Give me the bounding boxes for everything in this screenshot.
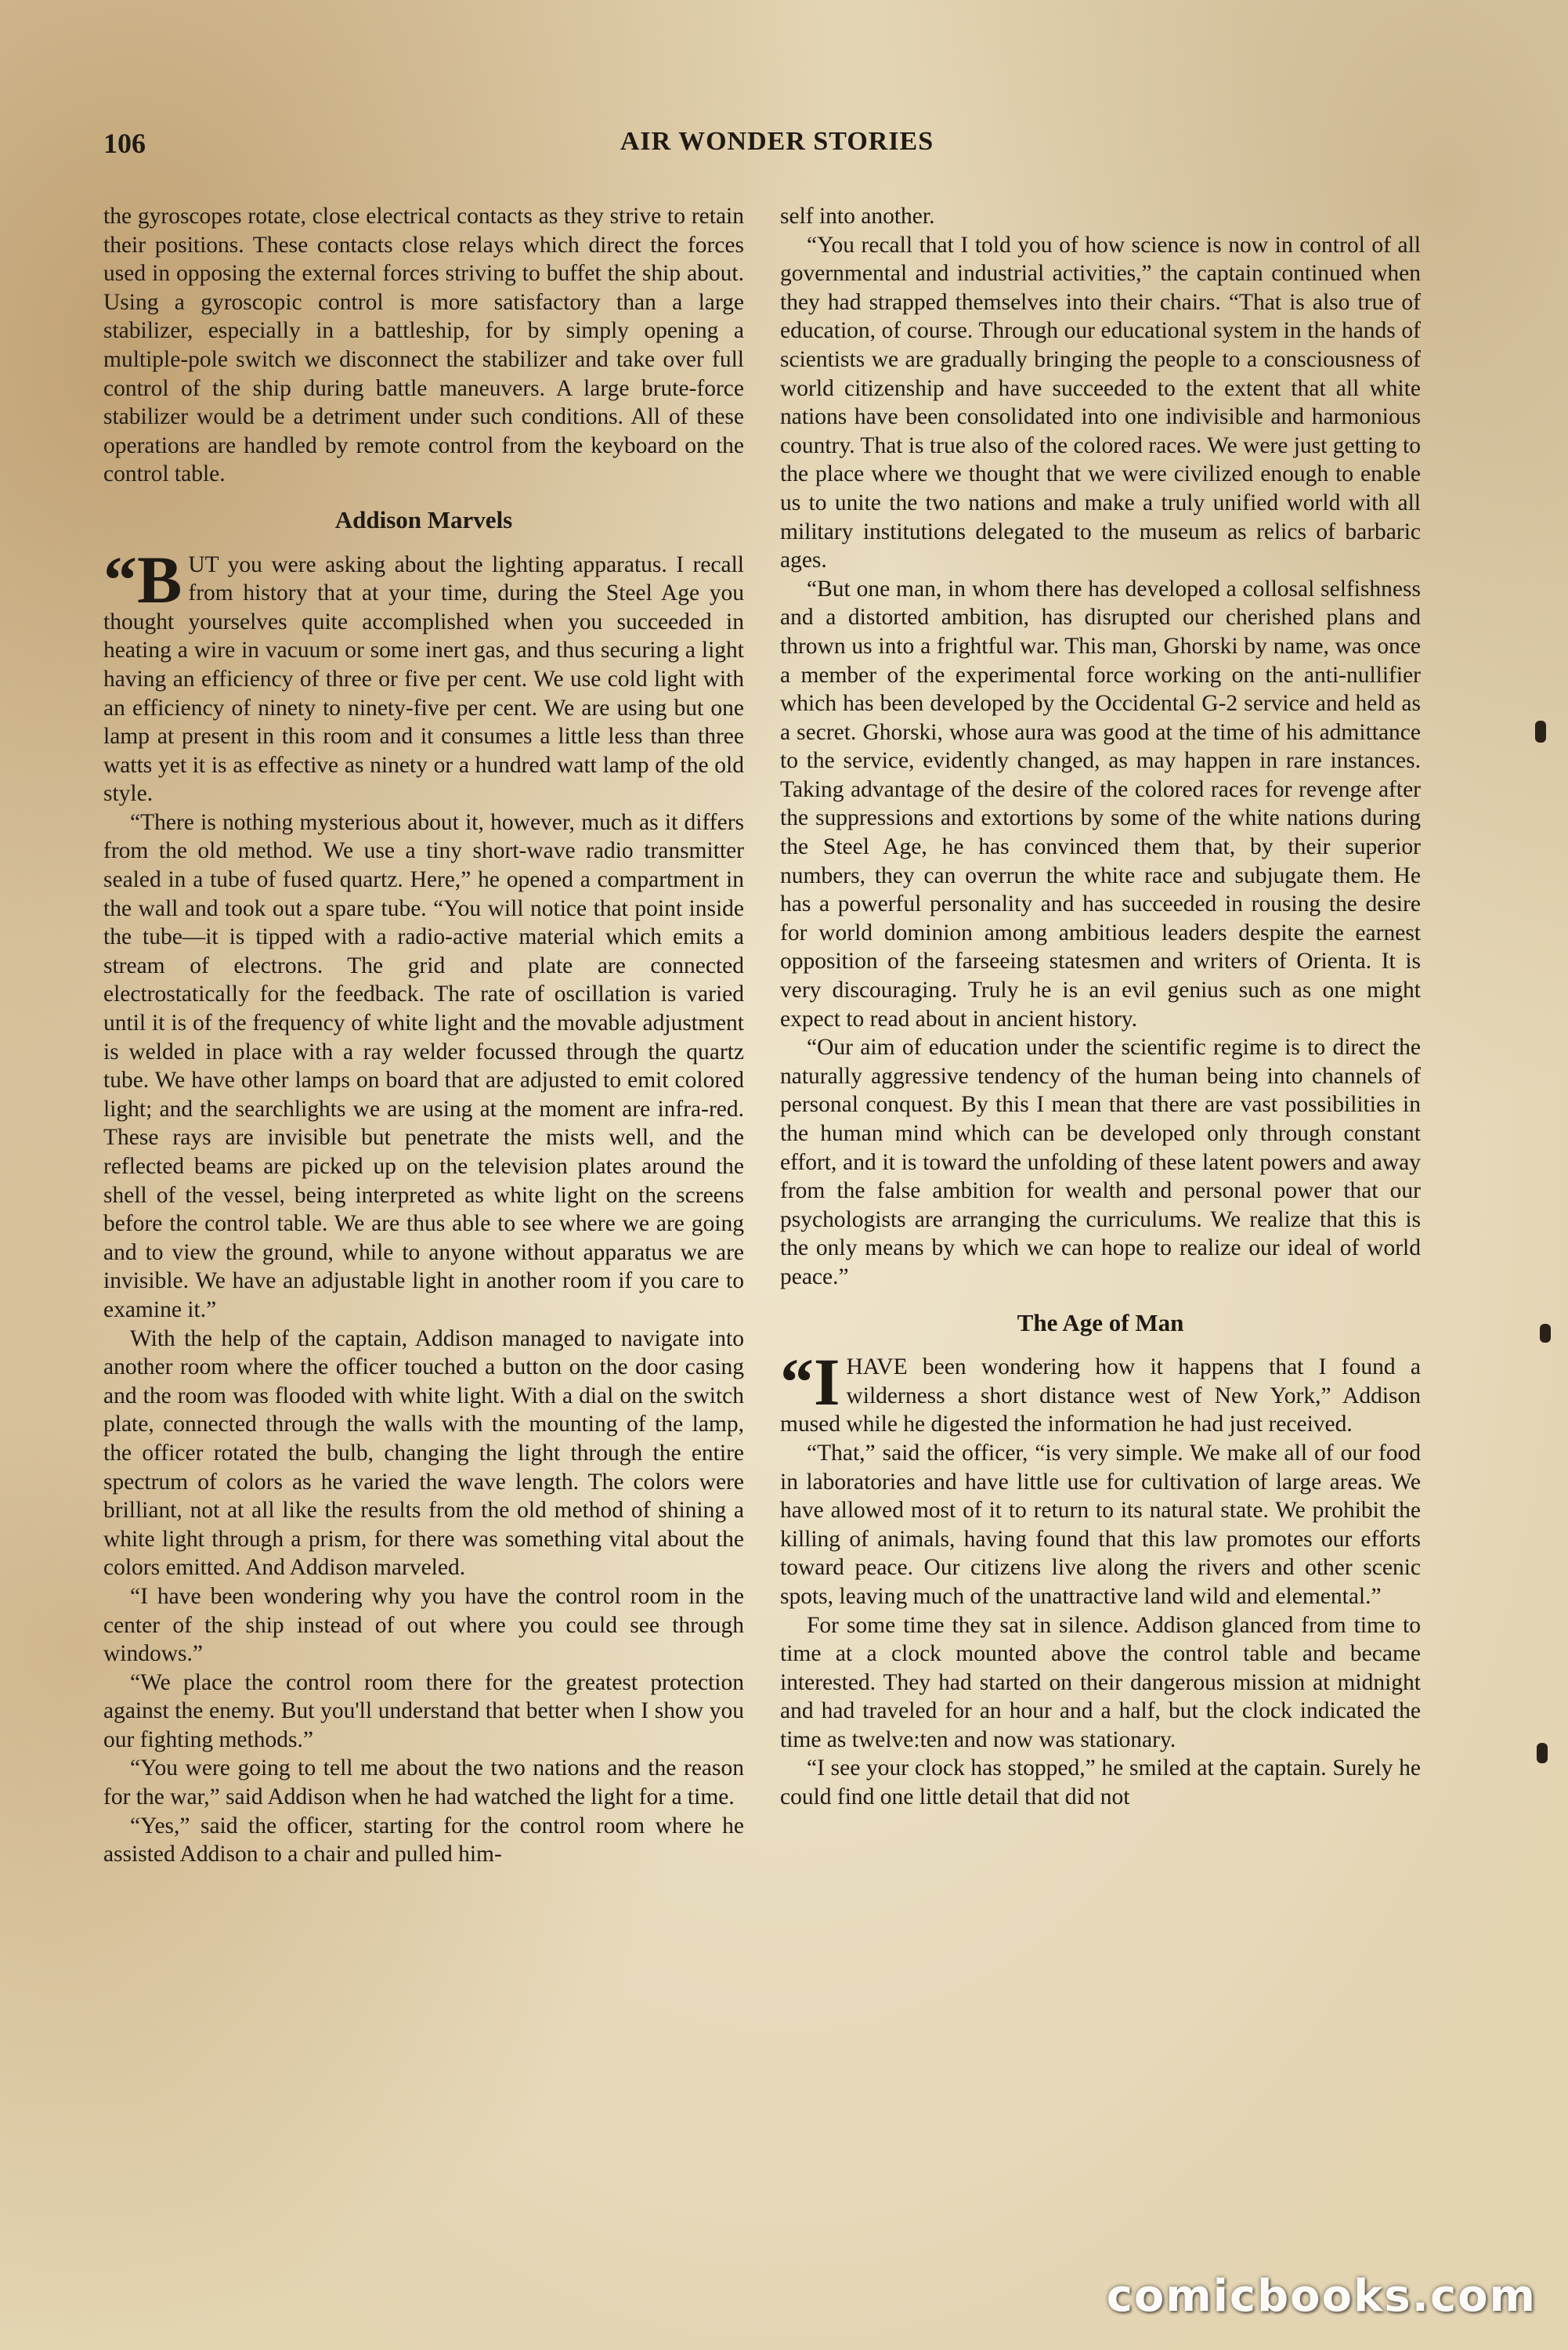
paragraph: With the help of the captain, Addison managed to navigate into another room where the officer touched a button on the door casing and the room was flooded with white light. With a dial on the switch plate, connected through the walls with the mounting of the lamp, the officer rotated the bulb, changing the light through the entire spectrum of colors as he varied the wave length. The colors were brilliant, not at all like the results from the old method of shining a white light through a prism, for there was something vital about the colors emitted. And Addison marveled. xyxy=(103,1325,744,1581)
paragraph: “You recall that I told you of how science is now in control of all governmental and industrial activities,” the captain continued when they had strapped themselves into their chairs. “That is also true of education, of course. Through our educational system in the hands of scientists we are gradually bringing the people to a consciousness of world citizenship and have succeeded to the extent that all white nations have been consolidated into one indivisible and harmonious country. That is true also of the colored races. We were just getting to the place where we thought that we were civilized enough to enable us to unite the two nations and make a truly unified world with all military institutions delegated to the museum as relics of barbaric ages. xyxy=(780,232,1421,573)
running-title: AIR WONDER STORIES xyxy=(620,127,934,156)
left-column xyxy=(103,202,744,1869)
drop-cap: “I xyxy=(780,1344,840,1420)
paragraph: “Our aim of education under the scientific regime is to direct the naturally aggressive tendency of the human being into channels of personal conquest. By this I mean that there are vast possibilities in the human mind which can be developed only through constant effort, and it is toward the unfolding of these latent powers and away from the false ambition for wealth and personal power that our psychologists are arranging the curriculums. We realize that this is the only means by which we can hope to realize our ideal of world peace.” xyxy=(780,1035,1421,1289)
watermark-logo: comicbooks.com xyxy=(1106,2271,1537,2322)
paragraph: “We place the control room there for the greatest protection against the enemy. But you'll understand that better when I show you our fighting methods.” xyxy=(103,1669,744,1752)
paragraph: “I have been wondering why you have the control room in the center of the ship instead of out where you could see through windows.” xyxy=(103,1583,744,1667)
section-heading: Addison Marvels xyxy=(334,505,513,533)
paragraph-dropcap xyxy=(780,1344,1421,1439)
paragraph-text: HAVE been wondering how it happens that I found a wilderness a short distance west of New York,” Addison mused while he digested the information he had just received. xyxy=(780,1354,1421,1437)
drop-cap: “B xyxy=(103,541,182,617)
paragraph-text: UT you were asking about the lighting apparatus. I recall from history that at your time, during the Steel Age you thought yourselves quite accomplished when you succeeded in heating a wire in vacuum or some inert gas, and thus securing a light having an efficiency of three or five per cent. We use cold light with an efficiency of ninety to ninety-five per cent. We are using but one lamp at present in this room and it consumes a little less than three watts yet it is as effective as ninety or a hundred watt lamp of the old style. xyxy=(103,551,744,807)
right-column xyxy=(780,202,1421,1812)
paragraph: “I see your clock has stopped,” he smiled at the captain. Surely he could find one little detail that did not xyxy=(780,1755,1421,1810)
paragraph: “There is nothing mysterious about it, however, much as it differs from the old method. We use a tiny short-wave radio transmitter sealed in a tube of fused quartz. Here,” he opened a compartment in the wall and took out a spare tube. “You will notice that point inside the tube—it is tipped with a radio-active material which emits a stream of electrons. The grid and plate are connected electrostatically for the feedback. The rate of oscillation is varied until it is of the frequency of white light and the movable adjustment is welded in place with a ray welder focussed through the quartz tube. We have other lamps on board that are adjusted to emit colored light; and the searchlights we are using at the moment are infra-red. These rays are invisible but penetrate the mists well, and the reflected beams are picked up on the television plates around the shell of the vessel, being interpreted as white light on the screens before the control table. We are thus able to see where we are going and to view the ground, while to anyone without apparatus we are invisible. We have an adjustable light in another room if you care to examine it.” xyxy=(103,809,744,1322)
paragraph: “That,” said the officer, “is very simple. We make all of our food in laboratories and have little use for cultivation of large areas. We have allowed most of it to return to its natural state. We prohibit the killing of animals, having found that this law promotes our efforts toward peace. Our citizens live along the rivers and other scenic spots, leaving much of the unattractive land wild and elemental.” xyxy=(780,1440,1421,1609)
page-header xyxy=(103,127,1451,164)
binding-mark xyxy=(1535,721,1546,743)
paragraph: self into another. xyxy=(780,204,935,229)
paragraph: For some time they sat in silence. Addison glanced from time to time at a clock mounted above the control table and became interested. They had started on their dangerous mission at midnight and had traveled for an hour and a half, but the clock indicated the time as twelve:ten and now was stationary. xyxy=(780,1612,1421,1752)
paragraph: “But one man, in whom there has developed a collosal selfishness and a distorted ambition, has disrupted our cherished plans and thrown us into a frightful war. This man, Ghorski by name, was once a member of the experimental force working on the anti-nullifier which has been developed by the Occidental G-2 service and held as a secret. Ghorski, whose aura was good at the time of his admittance to the service, evidently changed, as may happen in rare instances. Taking advantage of the desire of the colored races for revenge after the suppressions and extortions by some of the white nations during the Steel Age, he has convinced them that, by their superior numbers, they can overrun the white race and subjugate them. He has a powerful personality and has succeeded in rousing the desire for world dominion among ambitious leaders despite the earnest opposition of the farseeing statesmen and writers of Orienta. It is very discouraging. Truly he is an evil genius such as one might expect to read about in ancient history. xyxy=(780,576,1421,1032)
binding-mark xyxy=(1540,1324,1551,1343)
paragraph-dropcap xyxy=(103,541,744,808)
page-number: 106 xyxy=(103,128,146,159)
binding-mark xyxy=(1537,1743,1548,1763)
section-heading: The Age of Man xyxy=(1017,1308,1184,1336)
paragraph: “Yes,” said the officer, starting for the control room where he assisted Addison to a chair and pulled him- xyxy=(103,1813,744,1867)
paragraph: the gyroscopes rotate, close electrical contacts as they strive to retain their positions. These contacts close relays which direct the forces used in opposing the external forces striving to buffet the ship about. Using a gyroscopic control is more satisfactory than a large stabilizer, especially in a battleship, for by simply opening a multiple-pole switch we disconnect the stabilizer and take over full control of the ship during battle maneuvers. A large brute-force stabilizer would be a detriment under such conditions. All of these operations are handled by remote control from the keyboard on the control table. xyxy=(103,204,744,487)
paragraph: “You were going to tell me about the two nations and the reason for the war,” said Addison when he had watched the light for a time. xyxy=(103,1755,744,1810)
